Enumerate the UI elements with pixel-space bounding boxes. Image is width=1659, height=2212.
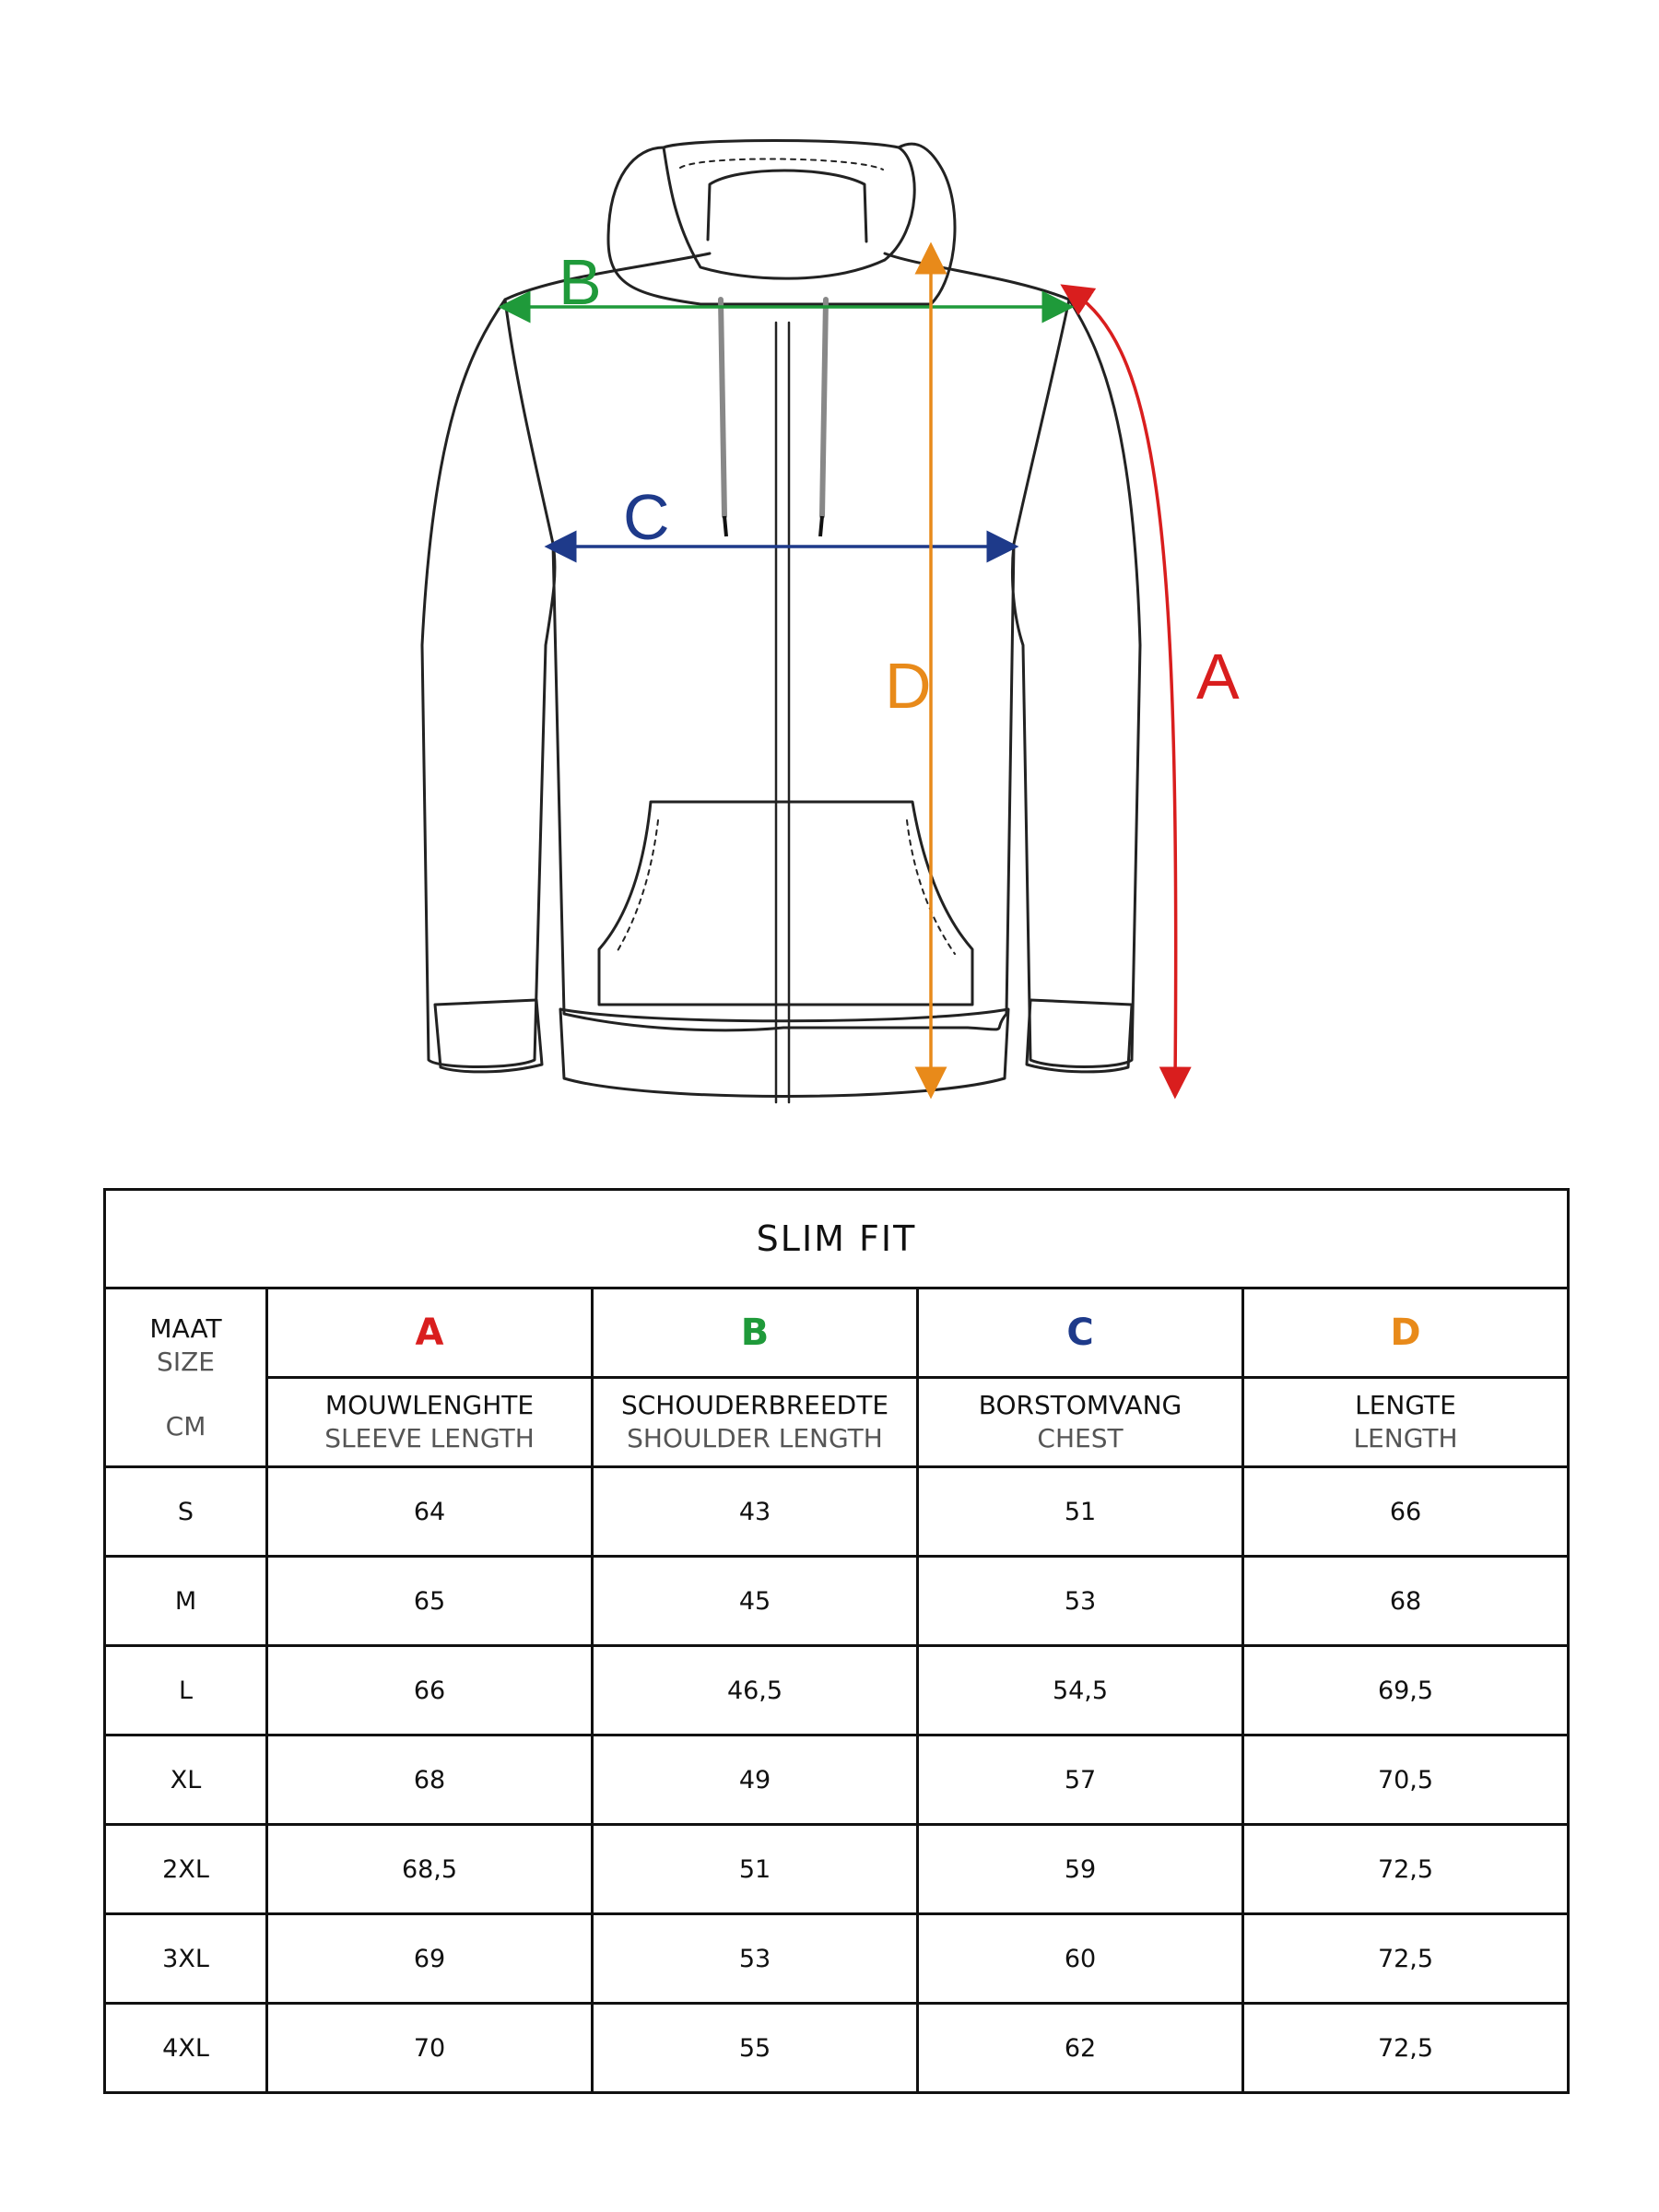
hoodie-outline [422,141,1140,1103]
waistband [560,1009,1008,1097]
table-row [105,1467,1569,1557]
column-name-nl: LENGTE [1355,1390,1456,1420]
column-name-en: SLEEVE LENGTH [324,1423,535,1453]
table-row [105,1735,1569,1825]
right-cuff [1027,1000,1132,1072]
column-name-en: CHEST [1037,1423,1124,1453]
label-b: B [559,246,602,318]
value-cell-a: 68 [267,1735,593,1825]
size-cell: XL [105,1735,267,1825]
value-cell-d: 70,5 [1243,1735,1569,1825]
value-cell-b: 43 [593,1467,918,1557]
value-cell-b: 55 [593,2004,918,2093]
column-name-nl: MOUWLENGHTE [324,1390,535,1420]
column-name-b [593,1378,918,1467]
value-cell-c: 54,5 [918,1646,1243,1735]
zipper [776,323,789,1102]
value-cell-c: 60 [918,1914,1243,2004]
value-cell-a: 70 [267,2004,593,2093]
column-name-en: LENGTH [1353,1423,1458,1453]
column-name-c [918,1378,1243,1467]
column-name-nl: BORSTOMVANG [978,1390,1182,1420]
column-letter-a: A [267,1288,593,1378]
value-cell-d: 69,5 [1243,1646,1569,1735]
size-chart-table [103,1188,1570,2094]
size-header-cell [105,1288,267,1467]
table-row [105,1646,1569,1735]
column-letter-d: D [1243,1288,1569,1378]
value-cell-b: 49 [593,1735,918,1825]
size-cell: L [105,1646,267,1735]
value-cell-b: 53 [593,1914,918,2004]
arrow-a [1074,293,1176,1083]
hood-inner [664,141,914,279]
value-cell-d: 72,5 [1243,1914,1569,2004]
value-cell-d: 68 [1243,1557,1569,1646]
table-row [105,2004,1569,2093]
size-cell: M [105,1557,267,1646]
table-row [105,1825,1569,1914]
value-cell-a: 68,5 [267,1825,593,1914]
value-cell-a: 66 [267,1646,593,1735]
left-cuff [435,1000,542,1072]
size-cell: S [105,1467,267,1557]
table-title: SLIM FIT [105,1190,1569,1288]
drawstrings [721,300,826,516]
table-row [105,1914,1569,2004]
column-name-a [267,1378,593,1467]
value-cell-d: 66 [1243,1467,1569,1557]
value-cell-c: 51 [918,1467,1243,1557]
value-cell-a: 64 [267,1467,593,1557]
size-cell: 2XL [105,1825,267,1914]
pocket [599,802,972,1005]
value-cell-d: 72,5 [1243,2004,1569,2093]
size-cell: 4XL [105,2004,267,2093]
column-letter-b: B [593,1288,918,1378]
body [422,253,1140,1067]
column-name-en: SHOULDER LENGTH [627,1423,883,1453]
value-cell-a: 69 [267,1914,593,2004]
value-cell-b: 45 [593,1557,918,1646]
table-row [105,1557,1569,1646]
size-header-en: SIZE [157,1346,215,1377]
label-a: A [1196,641,1240,712]
column-name-d [1243,1378,1569,1467]
value-cell-c: 57 [918,1735,1243,1825]
value-cell-b: 46,5 [593,1646,918,1735]
value-cell-c: 53 [918,1557,1243,1646]
size-cell: 3XL [105,1914,267,2004]
hood [608,144,955,304]
label-c: C [623,481,670,553]
value-cell-c: 62 [918,2004,1243,2093]
size-header-unit: CM [165,1410,206,1441]
value-cell-c: 59 [918,1825,1243,1914]
value-cell-d: 72,5 [1243,1825,1569,1914]
column-name-nl: SCHOUDERBREEDTE [620,1390,889,1420]
column-letter-c: C [918,1288,1243,1378]
value-cell-a: 65 [267,1557,593,1646]
label-d: D [885,650,932,722]
value-cell-b: 51 [593,1825,918,1914]
size-header-nl: MAAT [149,1312,222,1344]
